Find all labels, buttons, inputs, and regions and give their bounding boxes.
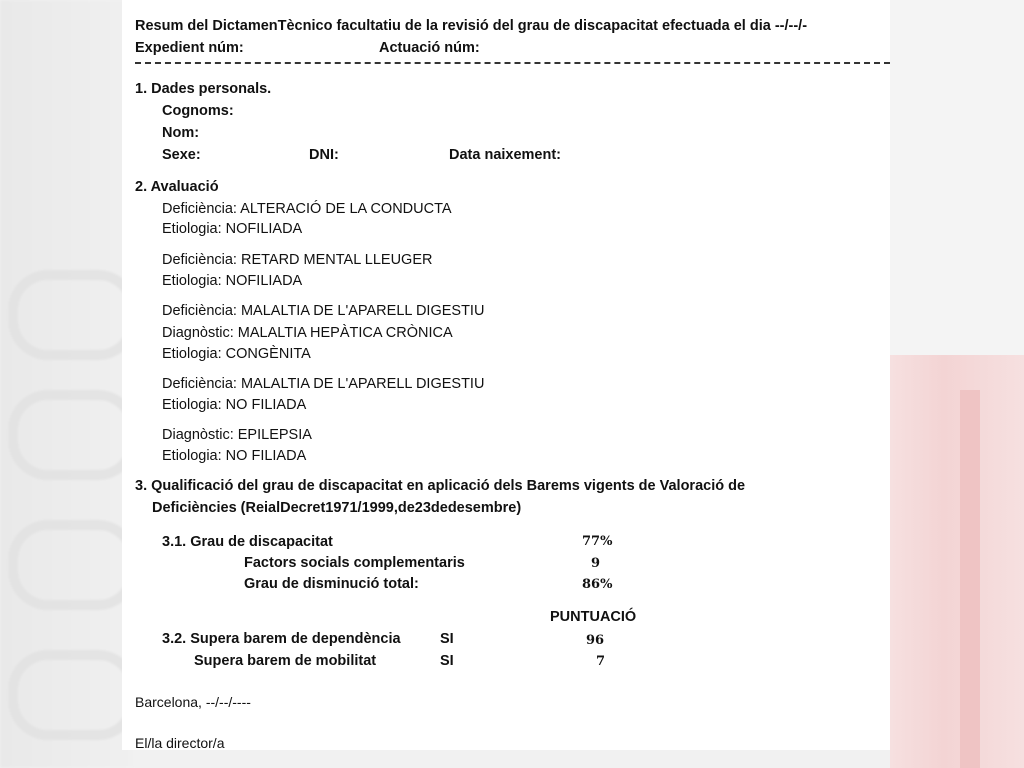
expedient-label: Expedient núm: [135,40,244,56]
avaluacio-line: Deficiència: ALTERACIÓ DE LA CONDUCTA [162,201,452,217]
disminucio-value: 86% [582,577,613,592]
qualificacio-heading: 3. Qualificació del grau de discapacitat en aplicació dels Barems vigents de Valoració de [135,478,746,494]
mobilitat-value: 7 [596,654,606,669]
background-logo-shape [8,270,138,360]
mobilitat-answer: SI [440,653,454,669]
background-left [0,0,135,768]
background-red-stripe [960,390,980,768]
avaluacio-line: Diagnòstic: MALALTIA HEPÀTICA CRÒNICA [162,325,453,341]
sexe-label: Sexe: [162,147,201,163]
mobilitat-label: Supera barem de mobilitat [194,653,377,669]
disminucio-label: Grau de disminució total: [244,576,419,592]
background-red-band [890,355,1024,768]
nom-label: Nom: [162,125,200,141]
dependencia-label: 3.2. Supera barem de dependència [162,631,401,647]
avaluacio-line: Etiologia: NOFILIADA [162,221,303,237]
background-bottom [135,750,890,768]
avaluacio-line: Etiologia: NO FILIADA [162,448,307,464]
avaluacio-heading: 2. Avaluació [135,179,219,195]
factors-label: Factors socials complementaris [244,555,465,571]
dependencia-value: 96 [586,633,605,648]
cognoms-label: Cognoms: [162,103,234,119]
dni-label: DNI: [309,147,339,163]
avaluacio-line: Deficiència: MALALTIA DE L'APARELL DIGESTIU [162,376,485,392]
avaluacio-line: Etiologia: NO FILIADA [162,397,307,413]
actuacio-label: Actuació núm: [379,40,480,56]
dependencia-answer: SI [440,631,454,647]
signature-label: El/la director/a [135,735,225,751]
personal-heading: 1. Dades personals. [135,81,272,97]
avaluacio-line: Deficiència: RETARD MENTAL LLEUGER [162,252,433,268]
document-page [122,0,890,750]
background-logo-shape [8,520,138,610]
factors-value: 9 [591,556,601,571]
avaluacio-line: Etiologia: NOFILIADA [162,273,303,289]
avaluacio-line: Deficiència: MALALTIA DE L'APARELL DIGESTIU [162,303,485,319]
naixement-label: Data naixement: [449,147,562,163]
qualificacio-heading-cont: Deficiències (ReialDecret1971/1999,de23dedesembre) [152,500,522,516]
avaluacio-line: Diagnòstic: EPILEPSIA [162,427,312,443]
puntuacio-label: PUNTUACIÓ [550,609,637,625]
avaluacio-line: Etiologia: CONGÈNITA [162,346,311,362]
background-logo-shape [8,390,138,480]
dashed-divider [135,62,890,72]
background-logo-shape [8,650,138,740]
grau-value: 77% [582,534,613,549]
grau-label: 3.1. Grau de discapacitat [162,534,333,550]
background-right [890,0,1024,768]
place-date: Barcelona, --/--/---- [135,694,251,710]
document-title: Resum del DictamenTècnico facultatiu de la revisió del grau de discapacitat efectuada el dia --/--/- [135,18,808,34]
